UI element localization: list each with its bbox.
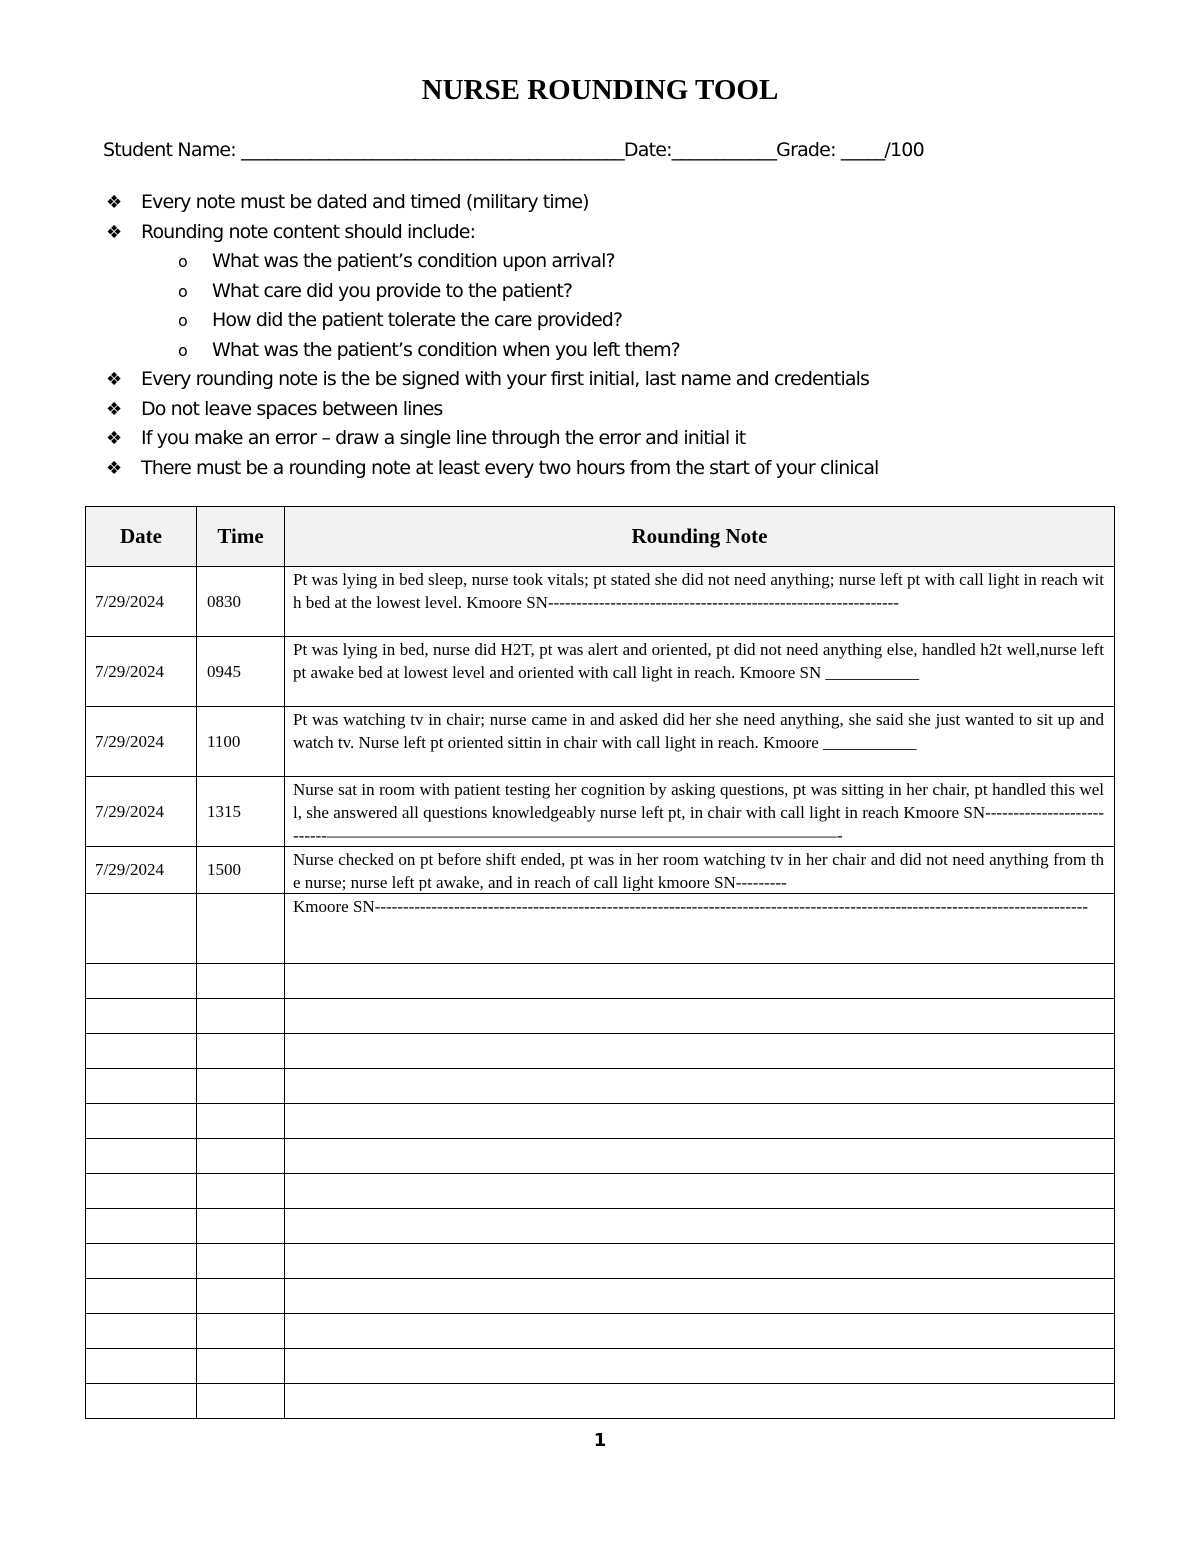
empty-date-cell [86,964,197,999]
circle-bullet-icon: o [178,281,188,301]
empty-date-cell [86,1174,197,1209]
empty-note-cell [285,1104,1115,1139]
empty-table-row [86,1349,1115,1384]
instruction-text: Every note must be dated and timed (military time) [141,191,589,213]
empty-time-cell [197,1384,285,1419]
time-column-header: Time [197,507,285,567]
instruction-text: How did the patient tolerate the care provided? [212,309,623,331]
table-row [86,567,1115,637]
note-text: Nurse sat in room with patient testing her cognition by asking questions, pt was sitting in her chair, pt handled this well, she answered all questions knowledgeably nurse left pt, in chair with call light in reach Kmoore SN---------------------------——————————————————————————————- [293,780,1104,844]
empty-note-cell [285,1209,1115,1244]
empty-note-cell [285,1069,1115,1104]
empty-note-cell [285,1384,1115,1419]
empty-table-row [86,1069,1115,1104]
date-cell: 7/29/2024 [86,567,197,637]
instruction-text: Rounding note content should include: [141,220,476,243]
date-cell: 7/29/2024 [86,707,197,777]
student-info-line: Student Name: ____________________________________________Date:____________Grade: _____/100 [103,139,924,161]
table-header-row [86,507,1115,567]
instruction-text: Do not leave spaces between lines [141,397,443,420]
empty-note-cell [285,1034,1115,1069]
instruction-item [106,395,1106,425]
empty-table-row [86,1384,1115,1419]
empty-table-row [86,1104,1115,1139]
instruction-text: Every rounding note is the be signed with your first initial, last name and credentials [141,368,869,390]
date-column-header: Date [86,507,197,567]
empty-time-cell [197,1349,285,1384]
instruction-item [106,218,1106,248]
empty-date-cell [86,1139,197,1174]
empty-date-cell [86,1384,197,1419]
circle-bullet-icon: o [178,252,188,271]
note-text: Pt was watching tv in chair; nurse came in and asked did her she need anything, she said she just wanted to sit up and watch tv. Nurse left pt oriented sittin in chair with call light in reach. Kmoore ___________ [293,710,1104,752]
empty-table-row [86,1139,1115,1174]
empty-table-row [86,964,1115,999]
instruction-subitem [106,306,1106,336]
diamond-bullet-icon: ❖ [106,369,123,390]
empty-table-row [86,1244,1115,1279]
empty-note-cell [285,999,1115,1034]
date-cell: 7/29/2024 [86,777,197,847]
empty-table-row [86,999,1115,1034]
blank-rows [86,964,1115,1419]
empty-time-cell [197,999,285,1034]
empty-note-cell [285,1314,1115,1349]
empty-time-cell [197,964,285,999]
empty-time-cell [197,1209,285,1244]
empty-note-cell [285,1174,1115,1209]
empty-date-cell [86,1209,197,1244]
rounding-table [85,506,1115,1419]
date-cell [86,894,197,964]
diamond-bullet-icon: ❖ [106,457,123,479]
table-row [86,637,1115,707]
empty-table-row [86,1314,1115,1349]
note-cell [285,894,1115,964]
instruction-text: What was the patient’s condition upon arrival? [212,250,615,272]
empty-note-cell [285,1139,1115,1174]
empty-table-row [86,1174,1115,1209]
instruction-subitem [106,247,1106,277]
instruction-subitem [106,277,1106,307]
empty-date-cell [86,1034,197,1069]
table-row [86,847,1115,894]
rounding-note-column-header: Rounding Note [285,507,1115,567]
empty-date-cell [86,1244,197,1279]
page-number: 1 [593,1430,607,1451]
date-cell: 7/29/2024 [86,637,197,707]
note-cell [285,777,1115,847]
instruction-item [106,188,1106,218]
empty-time-cell [197,1104,285,1139]
diamond-bullet-icon: ❖ [106,428,123,449]
empty-time-cell [197,1174,285,1209]
instruction-text: If you make an error – draw a single line through the error and initial it [141,427,746,449]
note-cell [285,637,1115,707]
time-cell: 0830 [197,567,285,637]
instruction-item [106,365,1106,395]
table-row [86,894,1115,964]
diamond-bullet-icon: ❖ [106,192,123,213]
note-cell [285,847,1115,894]
empty-time-cell [197,1034,285,1069]
note-cell [285,707,1115,777]
empty-note-cell [285,1279,1115,1314]
empty-time-cell [197,1244,285,1279]
empty-table-row [86,1279,1115,1314]
empty-note-cell [285,1244,1115,1279]
empty-date-cell [86,999,197,1034]
empty-time-cell [197,1314,285,1349]
circle-bullet-icon: o [178,340,188,360]
note-text: Nurse checked on pt before shift ended, pt was in her room watching tv in her chair and did not need anything from the nurse; nurse left pt awake, and in reach of call light kmoore SN--------- [293,850,1104,891]
time-cell: 1315 [197,777,285,847]
diamond-bullet-icon: ❖ [106,221,123,243]
table-row [86,777,1115,847]
empty-time-cell [197,1069,285,1104]
time-cell: 1500 [197,847,285,894]
diamond-bullet-icon: ❖ [106,398,123,420]
empty-table-row [86,1209,1115,1244]
instruction-text: What care did you provide to the patient? [212,279,573,302]
empty-date-cell [86,1104,197,1139]
time-cell: 1100 [197,707,285,777]
date-cell: 7/29/2024 [86,847,197,894]
empty-date-cell [86,1349,197,1384]
time-cell [197,894,285,964]
page-title: NURSE ROUNDING TOOL [421,74,779,106]
empty-time-cell [197,1279,285,1314]
instruction-subitem [106,336,1106,366]
instruction-item [106,424,1106,454]
empty-table-row [86,1034,1115,1069]
table-row [86,707,1115,777]
note-cell [285,567,1115,637]
empty-date-cell [86,1279,197,1314]
instruction-item [106,454,1106,484]
note-text: Kmoore SN------------------------------------------------------------------------------------------------------------------------------ [293,897,1088,916]
instruction-list [106,188,1106,483]
empty-date-cell [86,1069,197,1104]
empty-date-cell [86,1314,197,1349]
empty-time-cell [197,1139,285,1174]
note-text: Pt was lying in bed, nurse did H2T, pt was alert and oriented, pt did not need anything else, handled h2t well,nurse left pt awake bed at lowest level and oriented with call light in reach. Kmoore SN ___________ [293,640,1104,682]
time-cell: 0945 [197,637,285,707]
empty-note-cell [285,1349,1115,1384]
empty-note-cell [285,964,1115,999]
instruction-text: There must be a rounding note at least every two hours from the start of your clinical [141,456,879,479]
circle-bullet-icon: o [178,311,188,330]
instruction-text: What was the patient’s condition when you left them? [212,338,680,361]
note-text: Pt was lying in bed sleep, nurse took vitals; pt stated she did not need anything; nurse left pt with call light in reach with bed at the lowest level. Kmoore SN-------------------------------------------------------------- [293,570,1104,612]
